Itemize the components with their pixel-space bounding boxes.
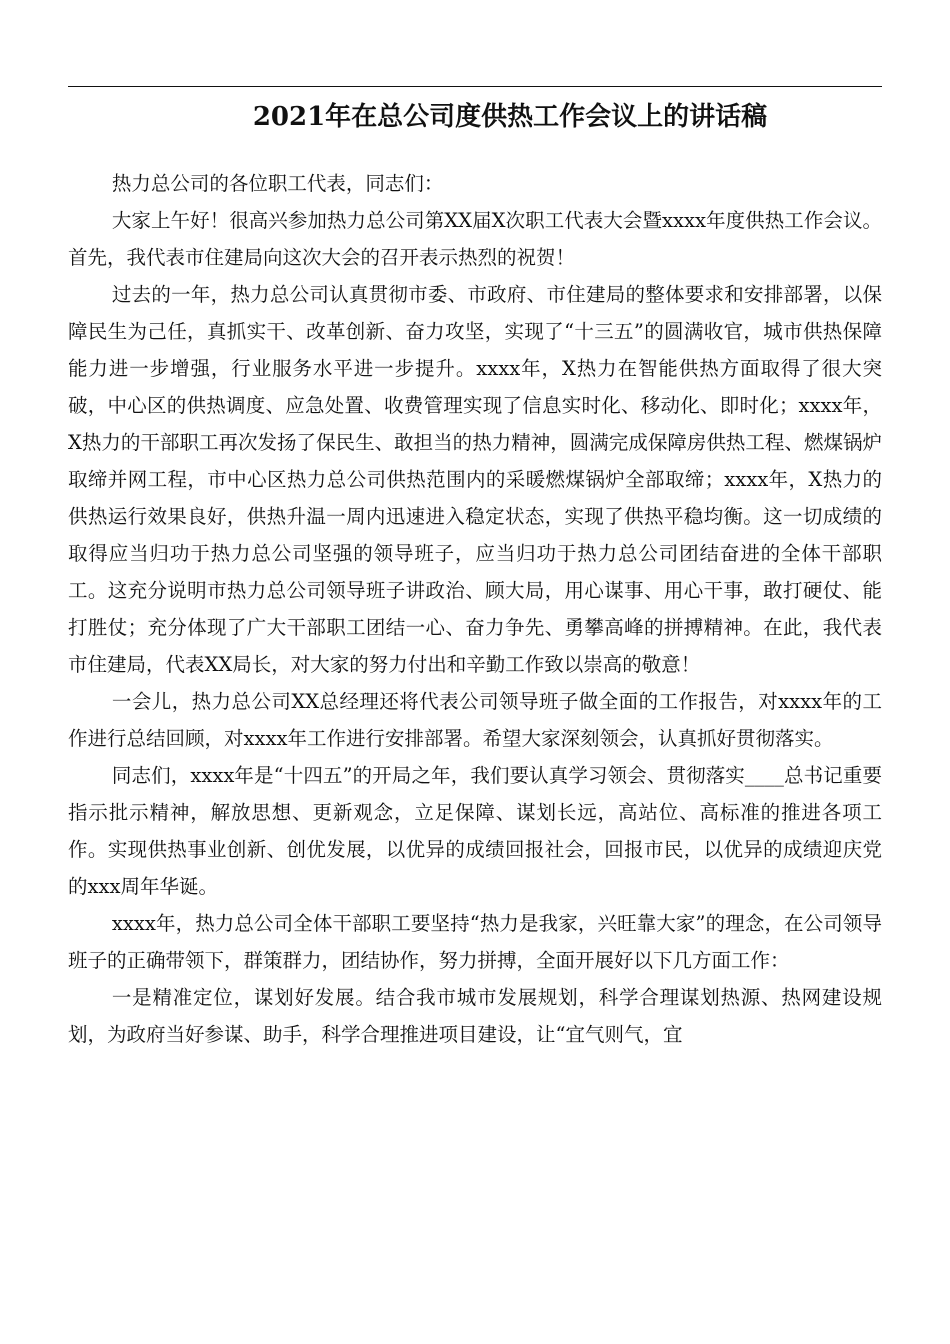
document-title: 2021年在总公司度供热工作会议上的讲话稿 [252,102,768,132]
report-paragraph: 一会儿，热力总公司XX总经理还将代表公司领导班子做全面的工作报告，对xxxx年的工作进行总结回顾，对xxxx年工作进行安排部署。希望大家深刻领会，认真抓好贯彻落实。 [68,690,882,750]
tasks-intro-paragraph: xxxx年，热力总公司全体干部职工要坚持“热力是我家，兴旺靠大家”的理念，在公司领导班子的正确带领下，群策群力，团结协作，努力拼搏，全面开展好以下几方面工作： [68,912,882,972]
document-body [68,160,882,1053]
task-one-paragraph: 一是精准定位，谋划好发展。结合我市城市发展规划，科学合理谋划热源、热网建设规划，为政府当好参谋、助手，科学合理推进项目建设，让“宜气则气，宜 [68,986,882,1046]
greeting-paragraph: 大家上午好！很高兴参加热力总公司第XX届X次职工代表大会暨xxxx年度供热工作会议。首先，我代表市住建局向这次大会的召开表示热烈的祝贺！ [68,209,882,269]
review-paragraph: 过去的一年，热力总公司认真贯彻市委、市政府、市住建局的整体要求和安排部署，以保障民生为己任，真抓实干、改革创新、奋力攻坚，实现了“十三五”的圆满收官，城市供热保障能力进一步增强，行业服务水平进一步提升。xxxx年，X热力在智能供热方面取得了很大突破，中心区的供热调度、应急处置、收费管理实现了信息实时化、移动化、即时化；xxxx年，X热力的干部职工再次发扬了保民生、敢担当的热力精神，圆满完成保障房供热工程、燃煤锅炉取缔并网工程，市中心区热力总公司供热范围内的采暖燃煤锅炉全部取缔；xxxx年，X热力的供热运行效果良好，供热升温一周内迅速进入稳定状态，实现了供热平稳均衡。这一切成绩的取得应当归功于热力总公司坚强的领导班子，应当归功于热力总公司团结奋进的全体干部职工。这充分说明市热力总公司领导班子讲政治、顾大局，用心谋事、用心干事，敢打硬仗、能打胜仗；充分体现了广大干部职工团结一心、奋力争先、勇攀高峰的拼搏精神。在此，我代表市住建局，代表XX局长，对大家的努力付出和辛勤工作致以崇高的敬意！ [68,283,882,676]
salutation-paragraph: 热力总公司的各位职工代表，同志们： [111,172,444,195]
header-rule [68,86,882,87]
outlook-paragraph: 同志们，xxxx年是“十四五”的开局之年，我们要认真学习领会、贯彻落实____总书记重要指示批示精神，解放思想、更新观念，立足保障、谋划长远，高站位、高标准的推进各项工作。实现供热事业创新、创优发展，以优异的成绩回报社会，回报市民，以优异的成绩迎庆党的xxx周年华诞。 [68,764,882,898]
